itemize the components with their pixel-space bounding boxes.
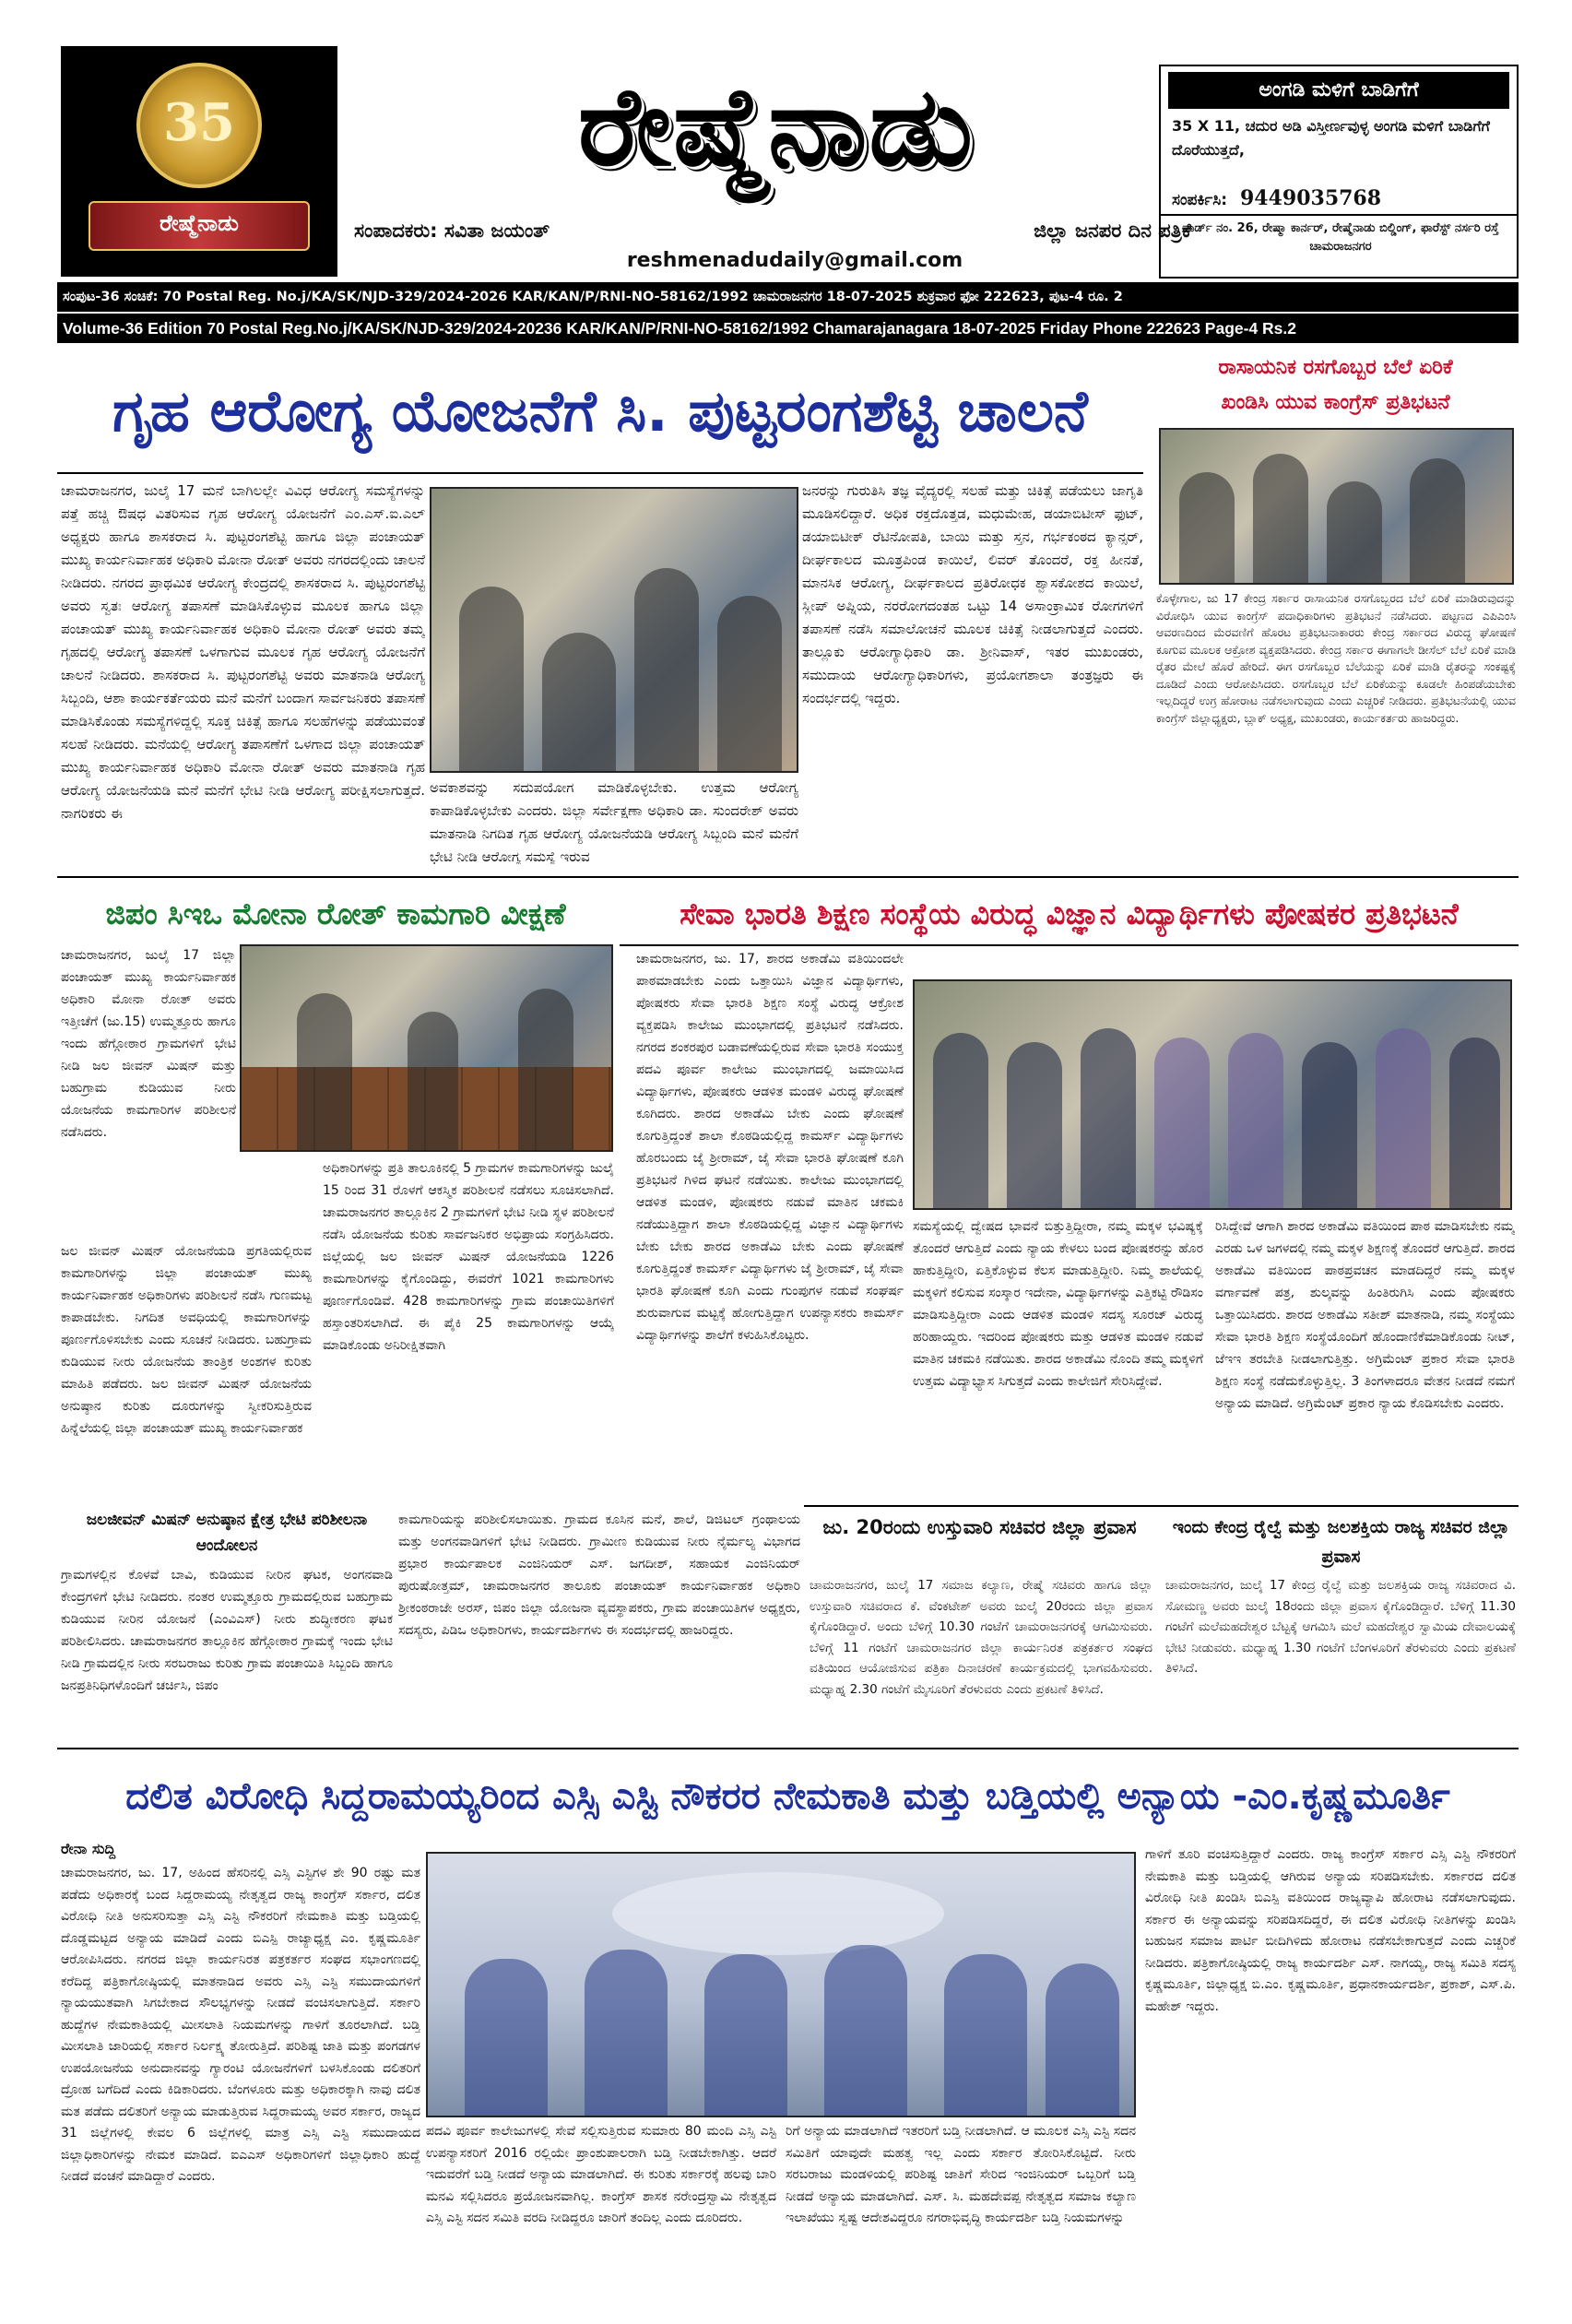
railway-body: ಚಾಮರಾಜನಗರ, ಜುಲೈ 17 ಕೇಂದ್ರ ರೈಲ್ವೆ ಮತ್ತು ಜಲಶಕ್ತಿಯ ರಾಜ್ಯ ಸಚಿವರಾದ ವಿ. ಸೋಮಣ್ಣ ಅವರು ಜುಲೈ 18ರಂದು ಜಿಲ್ಲಾ ಪ್ರವಾಸ ಕೈಗೊಂಡಿದ್ದಾರೆ. ಬೆಳಿಗ್ಗೆ 11.30 ಗಂಟೆಗೆ ಮಲೆಮಹದೇಶ್ವರ ಬೆಟ್ಟಕ್ಕೆ ಆಗಮಿಸಿ ಮಲೆ ಮಹದೇಶ್ವರ ಸ್ವಾಮಿಯ ದೇವಾಲಯಕ್ಕೆ ಭೇಟಿ ನೀಡುವರು. ಮಧ್ಯಾಹ್ನ 1.30 ಗಂಟೆಗೆ ಬೆಂಗಳೂರಿಗೆ ತೆರಳುವರು ಎಂದು ಪ್ರಕಟಣೆ ತಿಳಿಸಿದೆ.	[1165, 1578, 1516, 1676]
zp-col2: ಅಧಿಕಾರಿಗಳನ್ನು ಪ್ರತಿ ತಾಲೂಕಿನಲ್ಲಿ 5 ಗ್ರಾಮಗಳ ಕಾಮಗಾರಿಗಳನ್ನು ಜುಲೈ 15 ರಿಂದ 31 ರೊಳಗೆ ಆಕಸ್ಮಿಕ ಪರಿಶೀಲನೆ ನಡೆಸಲು ಸೂಚಿಸಲಾಗಿದೆ. ಚಾಮರಾಜನಗರ ತಾಲ್ಲೂಕಿನ 2 ಗ್ರಾಮಗಳಿಗೆ ಭೇಟಿ ನೀಡಿ ಸ್ಥಳ ಪರಿಶೀಲನೆ ನಡೆಸಿ ಯೋಜನೆಯ ಕುರಿತು ಸಾರ್ವಜನಿಕರ ಅಭಿಪ್ರಾಯ ಸಂಗ್ರಹಿಸಿದರು. ಜಿಲ್ಲೆಯಲ್ಲಿ ಜಲ ಜೀವನ್ ಮಿಷನ್ ಯೋಜನೆಯಡಿ 1226 ಕಾಮಗಾರಿಗಳನ್ನು ಕೈಗೊಂಡಿದ್ದು, ಈವರೆಗೆ 1021 ಕಾಮಗಾರಿಗಳು ಪೂರ್ಣಗೊಂಡಿವೆ. 428 ಕಾಮಗಾರಿಗಳನ್ನು ಗ್ರಾಮ ಪಂಚಾಯಿತಿಗಳಿಗೆ ಹಸ್ತಾಂತರಿಸಲಾಗಿದೆ. ಈ ಪೈಕಿ 25 ಕಾಮಗಾರಿಗಳನ್ನು ಆಯ್ಕೆ ಮಾಡಿಕೊಂಡು ಅನಿರೀಕ್ಷಿತವಾಗಿ	[323, 1161, 614, 1353]
dalit-headline: ದಲಿತ ವಿರೋಧಿ ಸಿದ್ದರಾಮಯ್ಯರಿಂದ ಎಸ್ಸಿ ಎಸ್ಟಿ ನೌಕರರ ನೇಮಕಾತಿ ಮತ್ತು ಬಡ್ತಿಯಲ್ಲಿ ಅನ್ಯಾಯ -ಎಂ.ಕೃಷ್ಣಮೂರ್ತಿ	[125, 1775, 1450, 1818]
health-headline-rule	[57, 472, 1143, 474]
health-photo	[430, 487, 798, 773]
minister-headline: ಜು. 20ರಂದು ಉಸ್ತುವಾರಿ ಸಚಿವರ ಜಿಲ್ಲಾ ಪ್ರವಾಸ	[822, 1516, 1137, 1538]
rental-ad-box	[1159, 65, 1519, 279]
rental-ad-divider	[1161, 214, 1517, 216]
dalit-col2: ಪದವಿ ಪೂರ್ವ ಕಾಲೇಜುಗಳಲ್ಲಿ ಸೇವೆ ಸಲ್ಲಿಸುತ್ತಿರುವ ಸುಮಾರು 80 ಮಂದಿ ಎಸ್ಸಿ ಎಸ್ಟಿ ಉಪನ್ಯಾಸಕರಿಗೆ 2016 ರಲ್ಲಿಯೇ ಪ್ರಾಂಶುಪಾಲರಾಗಿ ಬಡ್ತಿ ನೀಡಬೇಕಾಗಿತ್ತು. ಆದರೆ ಇದುವರೆಗೆ ಬಡ್ತಿ ನೀಡದೆ ಅನ್ಯಾಯ ಮಾಡಲಾಗಿದೆ. ಈ ಕುರಿತು ಸರ್ಕಾರಕ್ಕೆ ಹಲವು ಬಾರಿ ಮನವಿ ಸಲ್ಲಿಸಿದರೂ ಪ್ರಯೋಜನವಾಗಿಲ್ಲ. ಕಾಂಗ್ರೆಸ್ ಶಾಸಕ ನರೇಂದ್ರಸ್ವಾಮಿ ನೇತೃತ್ವದ ಎಸ್ಸಿ ಎಸ್ಟಿ ಸದನ ಸಮಿತಿ ವರದಿ ನೀಡಿದ್ದರೂ ಜಾರಿಗೆ ತಂದಿಲ್ಲ ಎಂದು ದೂರಿದರು.	[426, 2124, 776, 2225]
zp-bottom-right: ಕಾಮಗಾರಿಯನ್ನು ಪರಿಶೀಲಿಸಲಾಯಿತು. ಗ್ರಾಮದ ಕೂಸಿನ ಮನೆ, ಶಾಲೆ, ಡಿಜಿಟಲ್ ಗ್ರಂಥಾಲಯ ಮತ್ತು ಅಂಗನವಾಡಿಗಳಿಗೆ ಭೇಟಿ ನೀಡಿದರು. ಗ್ರಾಮೀಣ ಕುಡಿಯುವ ನೀರು ನೈರ್ಮಲ್ಯ ವಿಭಾಗದ ಪ್ರಭಾರ ಕಾರ್ಯಪಾಲಕ ಎಂಜಿನಿಯರ್ ಎಸ್. ಜಗದೀಶ್, ಸಹಾಯಕ ಎಂಜಿನಿಯರ್ ಪುರುಷೋತ್ತಮ್, ಚಾಮರಾಜನಗರ ತಾಲೂಕು ಪಂಚಾಯತ್ ಕಾರ್ಯನಿರ್ವಾಹಕ ಅಧಿಕಾರಿ ಶ್ರೀಕಂಠರಾಜೇ ಅರಸ್, ಜಿಪಂ ಜಿಲ್ಲಾ ಯೋಜನಾ ವ್ಯವಸ್ಥಾಪಕರು, ಗ್ರಾಮ ಪಂಚಾಯಿತಿಗಳ ಅಧ್ಯಕ್ಷರು, ಸದಸ್ಯರು, ಪಿಡಿಒ ಅಧಿಕಾರಿಗಳು, ಕಾರ್ಯದರ್ಶಿಗಳು ಈ ಸಂದರ್ಭದಲ್ಲಿ ಹಾಜರಿದ್ದರು.	[398, 1512, 800, 1638]
rental-ad-phone: 9449035768	[1239, 186, 1382, 210]
rental-ad-contact	[1172, 186, 1509, 210]
railway-headline: ಇಂದು ಕೇಂದ್ರ ರೈಲ್ವೆ ಮತ್ತು ಜಲಶಕ್ತಿಯ ರಾಜ್ಯ ಸಚಿವರ ಜಿಲ್ಲಾ ಪ್ರವಾಸ	[1172, 1517, 1510, 1567]
logo-badge-number: 35	[163, 92, 235, 153]
rental-ad-body: 35 X 11, ಚದುರ ಅಡಿ ವಿಸ್ತೀರ್ಣವುಳ್ಳ ಅಂಗಡಿ ಮಳಿಗೆ ಬಾಡಿಗೆಗೆ ದೊರೆಯುತ್ತದೆ,	[1172, 117, 1490, 159]
zp-bottom: ಗ್ರಾಮಗಳಲ್ಲಿನ ಕೊಳವೆ ಬಾವಿ, ಕುಡಿಯುವ ನೀರಿನ ಘಟಕ, ಅಂಗನವಾಡಿ ಕೇಂದ್ರಗಳಿಗೆ ಭೇಟಿ ನೀಡಿದರು. ನಂತರ ಉಮ್ಮತ್ತೂರು ಗ್ರಾಮದಲ್ಲಿರುವ ಬಹುಗ್ರಾಮ ಕುಡಿಯುವ ನೀರಿನ ಯೋಜನೆ (ಎಂವಿಎಸ್) ನೀರು ಶುದ್ಧೀಕರಣ ಘಟಕ ಪರಿಶೀಲಿಸಿದರು. ಚಾಮರಾಜನಗರ ತಾಲ್ಲೂಕಿನ ಹೆಗ್ಗೋಠಾರ ಗ್ರಾಮಕ್ಕೆ ಇಂದು ಭೇಟಿ ನೀಡಿ ಗ್ರಾಮದಲ್ಲಿನ ನೀರು ಸರಬರಾಜು ಕುರಿತು ಗ್ರಾಮ ಪಂಚಾಯಿತಿ ಸಿಬ್ಬಂದಿ ಹಾಗೂ ಜನಪ್ರತಿನಿಧಿಗಳೊಂದಿಗೆ ಚರ್ಚಿಸಿ, ಜಿಪಂ	[61, 1568, 393, 1693]
rental-ad-title: ಅಂಗಡಿ ಮಳಿಗೆ ಬಾಡಿಗೆಗೆ	[1168, 72, 1509, 109]
zp-col1-bottom: ಜಲ ಜೀವನ್ ಮಿಷನ್ ಯೋಜನೆಯಡಿ ಪ್ರಗತಿಯಲ್ಲಿರುವ ಕಾಮಗಾರಿಗಳನ್ನು ಜಿಲ್ಲಾ ಪಂಚಾಯತ್ ಮುಖ್ಯ ಕಾರ್ಯನಿರ್ವಾಹಕ ಅಧಿಕಾರಿಗಳು ಪರಿಶೀಲನೆ ನಡೆಸಿ ಗುಣಮಟ್ಟ ಕಾಪಾಡಬೇಕು. ನಿಗದಿತ ಅವಧಿಯಲ್ಲಿ ಕಾಮಗಾರಿಗಳನ್ನು ಪೂರ್ಣಗೊಳಿಸಬೇಕು ಎಂದು ಸೂಚನೆ ನೀಡಿದರು. ಬಹುಗ್ರಾಮ ಕುಡಿಯುವ ನೀರು ಯೋಜನೆಯ ತಾಂತ್ರಿಕ ಅಂಶಗಳ ಕುರಿತು ಮಾಹಿತಿ ಪಡೆದರು. ಜಲ ಜೀವನ್ ಮಿಷನ್ ಯೋಜನೆಯ ಅನುಷ್ಠಾನ ಕುರಿತು ದೂರುಗಳನ್ನು ಸ್ವೀಕರಿಸುತ್ತಿರುವ ಹಿನ್ನೆಲೆಯಲ್ಲಿ ಜಿಲ್ಲಾ ಪಂಚಾಯತ್ ಮುಖ್ಯ ಕಾರ್ಯನಿರ್ವಾಹಕ	[61, 1244, 312, 1436]
tagline: ಜಿಲ್ಲಾ ಜನಪರ ದಿನ ಪತ್ರಿಕೆ	[1034, 219, 1191, 242]
seva-col2: ಸಮಸ್ಯೆಯಲ್ಲಿ ದ್ವೇಷದ ಭಾವನೆ ಬಿತ್ತುತ್ತಿದ್ದೀರಾ, ನಮ್ಮ ಮಕ್ಕಳ ಭವಿಷ್ಯಕ್ಕೆ ತೊಂದರೆ ಆಗುತ್ತಿದೆ ಎಂದು ನ್ಯಾಯ ಕೇಳಲು ಬಂದ ಪೋಷಕರನ್ನು ಹೊರ ಹಾಕುತ್ತಿದ್ದೀರಿ, ಏತ್ತಿಕೊಳ್ಳುವ ಕೆಲಸ ಮಾಡುತ್ತಿದ್ದೀರಿ. ನಿಮ್ಮ ಶಾಲೆಯಲ್ಲಿ ಮಕ್ಕಳಿಗೆ ಕಲಿಸುವ ಸಂಸ್ಕಾರ ಇದೇನಾ, ವಿದ್ಯಾರ್ಥಿಗಳನ್ನು ಎತ್ತಿಕಟ್ಟಿ ರೌಡಿಸಂ ಮಾಡಿಸುತ್ತಿದ್ದೀರಾ ಎಂದು ಆಡಳಿತ ಮಂಡಳಿ ಸದಸ್ಯ ಸೂರಜ್ ವಿರುದ್ಧ ಹರಿಹಾಯ್ದರು. ಇದರಿಂದ ಪೋಷಕರು ಮತ್ತು ಆಡಳಿತ ಮಂಡಳಿ ನಡುವೆ ಮಾತಿನ ಚಕಮಕಿ ನಡೆಯಿತು. ಶಾರದ ಅಕಾಡೆಮಿ ನೊಂದಿ ತಮ್ಮ ಮಕ್ಕಳಿಗೆ ಉತ್ತಮ ವಿದ್ಯಾಭ್ಯಾಸ ಸಿಗುತ್ತದೆ ಎಂದು ಕಾಲೇಜಿಗೆ ಸೇರಿಸಿದ್ದೇವೆ.	[913, 1219, 1203, 1389]
seva-photo	[913, 979, 1512, 1210]
dalit-col3: ರಿಗೆ ಅನ್ಯಾಯ ಮಾಡಲಾಗಿದೆ ಇತರರಿಗೆ ಬಡ್ತಿ ನೀಡಲಾಗಿದೆ. ಆ ಮೂಲಕ ಎಸ್ಸಿ ಎಸ್ಟಿ ಸದನ ಸಮಿತಿಗೆ ಯಾವುದೇ ಮಹತ್ವ ಇಲ್ಲ ಎಂದು ಸರ್ಕಾರ ತೋರಿಸಿಕೊಟ್ಟಿದೆ. ನೀರು ಸರಬರಾಜು ಮಂಡಳಿಯಲ್ಲಿ ಪರಿಶಿಷ್ಟ ಜಾತಿಗೆ ಸೇರಿದ ಇಂಜಿನಿಯರ್ ಒಬ್ಬರಿಗೆ ಬಡ್ತಿ ನೀಡದೆ ಅನ್ಯಾಯ ಮಾಡಲಾಗಿದೆ. ಎಸ್. ಸಿ. ಮಹದೇವಪ್ಪ ನೇತೃತ್ವದ ಸಮಾಜ ಕಲ್ಯಾಣ ಇಲಾಖೆಯು ಸ್ವಷ್ಟ ಆದೇಶವಿದ್ದರೂ ನಗರಾಭಿವೃದ್ಧಿ ಕಾರ್ಯದರ್ಶಿ ಬಡ್ತಿ ನಿಯಮಗಳನ್ನು	[786, 2124, 1136, 2225]
fertilizer-headline	[1152, 350, 1519, 424]
seva-col1: ಚಾಮರಾಜನಗರ, ಜು. 17, ಶಾರದ ಅಕಾಡೆಮಿ ವತಿಯಿಂದಲೇ ಪಾಠಮಾಡಬೇಕು ಎಂದು ಒತ್ತಾಯಿಸಿ ವಿಜ್ಞಾನ ವಿದ್ಯಾರ್ಥಿಗಳು, ಪೋಷಕರು ಸೇವಾ ಭಾರತಿ ಶಿಕ್ಷಣ ಸಂಸ್ಥೆ ವಿರುದ್ಧ ಆಕ್ರೋಶ ವ್ಯಕ್ತಪಡಿಸಿ ಕಾಲೇಜು ಮುಂಭಾಗದಲ್ಲಿ ಪ್ರತಿಭಟನೆ ನಡೆಸಿದರು. ನಗರದ ಶಂಕರಪುರ ಬಡಾವಣೆಯಲ್ಲಿರುವ ಸೇವಾ ಭಾರತಿ ಸಂಯುಕ್ತ ಪದವಿ ಪೂರ್ವ ಕಾಲೇಜು ಮುಂಭಾಗದಲ್ಲಿ ಜಮಾಯಿಸಿದ ವಿದ್ಯಾರ್ಥಿಗಳು, ಪೋಷಕರು ಆಡಳಿತ ಮಂಡಳಿ ವಿರುದ್ಧ ಘೋಷಣೆ ಕೂಗಿದರು. ಶಾರದ ಅಕಾಡೆಮಿ ಬೇಕು ಎಂದು ಘೋಷಣೆ ಕೂಗುತ್ತಿದ್ದಂತೆ ಶಾಲಾ ಕೊಠಡಿಯಲ್ಲಿದ್ದ ಕಾಮರ್ಸ್ ವಿದ್ಯಾರ್ಥಿಗಳು ಹೊರಬಂದು ಜೈ ಶ್ರೀರಾಮ್, ಜೈ ಸೇವಾ ಭಾರತಿ ಘೋಷಣೆ ಕೂಗಿ ಪ್ರತಿಭಟನೆ ಗಿಳಿದ ಘಟನೆ ನಡೆಯಿತು. ಕಾಲೇಜು ಮುಂಭಾಗದಲ್ಲಿ ಆಡಳಿತ ಮಂಡಳಿ, ಪೋಷಕರು ನಡುವೆ ಮಾತಿನ ಚಕಮಕಿ ನಡೆಯುತ್ತಿದ್ದಾಗ ಶಾಲಾ ಕೊಠಡಿಯಲ್ಲಿದ್ದ ವಿಜ್ಞಾನ ವಿದ್ಯಾರ್ಥಿಗಳು ಬೇಕು ಬೇಕು ಶಾರದ ಅಕಾಡೆಮಿ ಬೇಕು ಎಂದು ಘೋಷಣೆ ಕೂಗುತ್ತಿದ್ದಂತೆ ಕಾಮರ್ಸ್ ವಿದ್ಯಾರ್ಥಿಗಳು ಜೈ ಶ್ರೀರಾಮ್, ಜೈ ಸೇವಾ ಭಾರತಿ ಘೋಷಣೆ ಕೂಗಿ ಎಂದು ಗುಂಪುಗಳ ನಡುವೆ ಸಂಘರ್ಷ ಶುರುವಾಗುವ ಮಟ್ಟಕ್ಕೆ ಹೋಗುತ್ತಿದ್ದಾಗ ಉಪನ್ಯಾಸಕರು ಕಾಮರ್ಸ್ ವಿದ್ಯಾರ್ಥಿಗಳನ್ನು ಶಾಲೆಗೆ ಕಳುಹಿಸಿಕೊಟ್ಟರು.	[636, 952, 904, 1343]
zp-col1-top: ಚಾಮರಾಜನಗರ, ಜುಲೈ 17 ಜಿಲ್ಲಾ ಪಂಚಾಯತ್ ಮುಖ್ಯ ಕಾರ್ಯನಿರ್ವಾಹಕ ಅಧಿಕಾರಿ ಮೋನಾ ರೋತ್ ಅವರು ಇತ್ತೀಚೆಗೆ (ಜು.15) ಉಮ್ಮತ್ತೂರು ಹಾಗೂ ಇಂದು ಹೆಗ್ಗೋಠಾರ ಗ್ರಾಮಗಳಿಗೆ ಭೇಟಿ ನೀಡಿ ಜಲ ಜೀವನ್ ಮಿಷನ್ ಮತ್ತು ಬಹುಗ್ರಾಮ ಕುಡಿಯುವ ನೀರು ಯೋಜನೆಯ ಕಾಮಗಾರಿಗಳ ಪರಿಶೀಲನೆ ನಡೆಸಿದರು.	[61, 948, 236, 1140]
health-col1: ಚಾಮರಾಜನಗರ, ಜುಲೈ 17 ಮನೆ ಬಾಗಿಲಲ್ಲೇ ವಿವಿಧ ಆರೋಗ್ಯ ಸಮಸ್ಯೆಗಳನ್ನು ಪತ್ತೆ ಹಚ್ಚಿ ಔಷಧ ವಿತರಿಸುವ ಗೃಹ ಆರೋಗ್ಯ ಯೋಜನೆಗೆ ಎಂ.ಎಸ್.ಐ.ಎಲ್ ಅಧ್ಯಕ್ಷರು ಹಾಗೂ ಶಾಸಕರಾದ ಸಿ. ಪುಟ್ಟರಂಗಶೆಟ್ಟಿ ಹಾಗೂ ಜಿಲ್ಲಾ ಪಂಚಾಯತ್ ಮುಖ್ಯ ಕಾರ್ಯನಿರ್ವಾಹಕ ಅಧಿಕಾರಿ ಮೋನಾ ರೋತ್ ಅವರು ನಗರದಲ್ಲಿಂದು ಚಾಲನೆ ನೀಡಿದರು. ನಗರದ ಪ್ರಾಥಮಿಕ ಆರೋಗ್ಯ ಕೇಂದ್ರದಲ್ಲಿ ಶಾಸಕರಾದ ಸಿ. ಪುಟ್ಟರಂಗಶೆಟ್ಟಿ ಅವರು ಸ್ವತಃ ಆರೋಗ್ಯ ತಪಾಸಣೆ ಮಾಡಿಸಿಕೊಳ್ಳುವ ಮೂಲಕ ಹಾಗೂ ಜಿಲ್ಲಾ ಪಂಚಾಯತ್ ಮುಖ್ಯ ಕಾರ್ಯನಿರ್ವಾಹಕ ಅಧಿಕಾರಿ ಮೋನಾ ರೋತ್ ಅವರು ತಮ್ಮ ಗೃಹದಲ್ಲಿ ಆರೋಗ್ಯ ತಪಾಸಣೆ ಒಳಗಾಗುವ ಮೂಲಕ ಗೃಹ ಆರೋಗ್ಯ ಯೋಜನೆಗೆ ಚಾಲನೆ ನೀಡಿದರು. ಶಾಸಕರಾದ ಸಿ. ಪುಟ್ಟರಂಗಶೆಟ್ಟಿ ಅವರು ಮಾತನಾಡಿ ಆರೋಗ್ಯ ಸಿಬ್ಬಂದಿ, ಆಶಾ ಕಾರ್ಯಕರ್ತೆಯರು ಮನೆ ಮನೆಗೆ ಬಂದಾಗ ಸಾರ್ವಜನಿಕರು ತಪಾಸಣೆ ಮಾಡಿಸಿಕೊಂಡು ಸಮಸ್ಯೆಗಳಿದ್ದಲ್ಲಿ ಸೂಕ್ತ ಚಿಕಿತ್ಸೆ ಹಾಗೂ ಸಲಹೆಗಳನ್ನು ಪಡೆಯುವಂತೆ ಸಲಹೆ ನೀಡಿದರು. ಮನೆಯಲ್ಲಿ ಆರೋಗ್ಯ ತಪಾಸಣೆಗೆ ಒಳಗಾದ ಜಿಲ್ಲಾ ಪಂಚಾಯತ್ ಮುಖ್ಯ ಕಾರ್ಯನಿರ್ವಾಹಕ ಅಧಿಕಾರಿ ಮೋನಾ ರೋತ್ ಅವರು ಮಾತನಾಡಿ ಗೃಹ ಆರೋಗ್ಯ ಯೋಜನೆಯಡಿ ಮನೆ ಮನೆಗೆ ಭೇಟಿ ನೀಡಿ ಆರೋಗ್ಯ ಪರೀಕ್ಷಿಸಲಾಗುತ್ತದೆ. ನಾಗರಿಕರು ಈ	[61, 482, 425, 822]
zp-subhead: ಜಲಜೀವನ್ ಮಿಷನ್ ಅನುಷ್ಠಾನ ಕ್ಷೇತ್ರ ಭೇಟಿ ಪರಿಶೀಲನಾ ಆಂದೋಲನ	[86, 1511, 368, 1555]
section-rule-1	[57, 876, 1519, 878]
dalit-byline: ರೇನಾ ಸುದ್ದಿ	[61, 1840, 116, 1857]
dalit-photo	[426, 1852, 1136, 2117]
newspaper-logo	[61, 46, 337, 277]
rental-ad-address: ವಾರ್ಡ್ ನಂ. 26, ರೇಷ್ಮಾ ಕಾರ್ನರ್, ರೇಷ್ಮೆನಾಡು ಬಿಲ್ಡಿಂಗ್, ಫಾರೆಸ್ಟ್ ನರ್ಸರಿ ರಸ್ತೆ ಚಾಮರಾಜನಗರ	[1182, 221, 1499, 254]
email: reshmenadudaily@gmail.com	[626, 249, 963, 272]
seva-bottom-rule	[804, 1505, 1519, 1507]
info-bar-english: Volume-36 Edition 70 Postal Reg.No.j/KA/SK/NJD-329/2024-20236 KAR/KAN/P/RNI-NO-58162/1992 Chamarajanagara 18-07-2025 Friday Phone 222623 Page-4 Rs.2	[57, 314, 1519, 343]
fertilizer-body: ಕೊಳ್ಳೇಗಾಲ, ಜು 17 ಕೇಂದ್ರ ಸರ್ಕಾರ ರಾಸಾಯನಿಕ ರಸಗೊಬ್ಬರದ ಬೆಲೆ ಏರಿಕೆ ಮಾಡಿರುವುದನ್ನು ವಿರೋಧಿಸಿ ಯುವ ಕಾಂಗ್ರೆಸ್ ಪದಾಧಿಕಾರಿಗಳು ಪ್ರತಿಭಟನೆ ನಡೆಸಿದರು. ಪಟ್ಟಣದ ಎಪಿಎಂಸಿ ಆವರಣದಿಂದ ಮೆರವಣಿಗೆ ಹೊರಟ ಪ್ರತಿಭಟನಾಕಾರರು ಕೇಂದ್ರ ಸರ್ಕಾರದ ವಿರುದ್ಧ ಘೋಷಣೆ ಕೂಗುವ ಮೂಲಕ ಆಕ್ರೋಶ ವ್ಯಕ್ತಪಡಿಸಿದರು. ಕೇಂದ್ರ ಸರ್ಕಾರ ಈಗಾಗಲೇ ಡೀಸೆಲ್ ಬೆಲೆ ಏರಿಕೆ ಮಾಡಿ ರೈತರ ಮೇಲೆ ಹೊರೆ ಹೇರಿದೆ. ಈಗ ರಸಗೊಬ್ಬರ ಬೆಲೆಯನ್ನು ಏರಿಕೆ ಮಾಡಿ ರೈತರನ್ನು ಸಂಕಷ್ಟಕ್ಕೆ ದೂಡಿದೆ ಎಂದು ಆರೋಪಿಸಿದರು. ರಸಗೊಬ್ಬರ ಬೆಲೆ ಏರಿಕೆಯನ್ನು ಕೂಡಲೇ ಹಿಂಪಡೆಯಬೇಕು ಇಲ್ಲದಿದ್ದರೆ ಉಗ್ರ ಹೋರಾಟ ನಡೆಸಲಾಗುವುದು ಎಂದು ಎಚ್ಚರಿಕೆ ನೀಡಿದರು. ಪ್ರತಿಭಟನೆಯಲ್ಲಿ ಯುವ ಕಾಂಗ್ರೆಸ್ ಜಿಲ್ಲಾಧ್ಯಕ್ಷರು, ಬ್ಲಾಕ್ ಅಧ್ಯಕ್ಷ, ಮುಖಂಡರು, ಕಾರ್ಯಕರ್ತರು ಹಾಜರಿದ್ದರು.	[1156, 591, 1516, 725]
fertilizer-headline-line2: ಖಂಡಿಸಿ ಯುವ ಕಾಂಗ್ರೆಸ್ ಪ್ರತಿಭಟನೆ	[1221, 391, 1450, 414]
fertilizer-photo	[1159, 428, 1514, 585]
fertilizer-headline-line1: ರಾಸಾಯನಿಕ ರಸಗೊಬ್ಬರ ಬೆಲೆ ಏರಿಕೆ	[1218, 356, 1453, 379]
seva-headline-rule	[620, 944, 1519, 946]
minister-body: ಚಾಮರಾಜನಗರ, ಜುಲೈ 17 ಸಮಾಜ ಕಲ್ಯಾಣ, ರೇಷ್ಮೆ ಸಚಿವರು ಹಾಗೂ ಜಿಲ್ಲಾ ಉಸ್ತುವಾರಿ ಸಚಿವರಾದ ಕೆ. ವೆಂಕಟೇಶ್ ಅವರು ಜುಲೈ 20ರಂದು ಜಿಲ್ಲಾ ಪ್ರವಾಸ ಕೈಗೊಂಡಿದ್ದಾರೆ. ಅಂದು ಬೆಳಿಗ್ಗೆ 10.30 ಗಂಟೆಗೆ ಚಾಮರಾಜನಗರಕ್ಕೆ ಆಗಮಿಸುವರು. ಬೆಳಿಗ್ಗೆ 11 ಗಂಟೆಗೆ ಚಾಮರಾಜನಗರ ಜಿಲ್ಲಾ ಕಾರ್ಯನಿರತ ಪತ್ರಕರ್ತರ ಸಂಘದ ವತಿಯಿಂದ ಆಯೋಜಿಸುವ ಪತ್ರಿಕಾ ದಿನಾಚರಣೆ ಕಾರ್ಯಕ್ರಮದಲ್ಲಿ ಭಾಗವಹಿಸುವರು. ಮಧ್ಯಾಹ್ನ 2.30 ಗಂಟೆಗೆ ಮೈಸೂರಿಗೆ ತೆರಳುವರು ಎಂದು ಪ್ರಕಟಣೆ ತಿಳಿಸಿದೆ.	[810, 1578, 1152, 1697]
dalit-col4: ಗಾಳಿಗೆ ತೂರಿ ವಂಚಿಸುತ್ತಿದ್ದಾರೆ ಎಂದರು. ರಾಜ್ಯ ಕಾಂಗ್ರೆಸ್ ಸರ್ಕಾರ ಎಸ್ಸಿ ಎಸ್ಟಿ ನೌಕರರಿಗೆ ನೇಮಕಾತಿ ಮತ್ತು ಬಡ್ತಿಯಲ್ಲಿ ಆಗಿರುವ ಅನ್ಯಾಯ ಸರಿಪಡಿಸಬೇಕು. ಸರ್ಕಾರದ ದಲಿತ ವಿರೋಧಿ ನೀತಿ ಖಂಡಿಸಿ ಬಿಎಸ್ಪಿ ವತಿಯಿಂದ ರಾಜ್ಯವ್ಯಾಪಿ ಹೋರಾಟ ನಡೆಸಲಾಗುವುದು. ಸರ್ಕಾರ ಈ ಅನ್ಯಾಯವನ್ನು ಸರಿಪಡಿಸದಿದ್ದರೆ, ಈ ದಲಿತ ವಿರೋಧಿ ನೀತಿಗಳನ್ನು ಖಂಡಿಸಿ ಬಹುಜನ ಸಮಾಜ ಪಾರ್ಟಿ ಬೀದಿಗಿಳಿದು ಹೋರಾಟ ನಡೆಸಬೇಕಾಗುತ್ತದೆ ಎಂದು ಎಚ್ಚರಿಕೆ ನೀಡಿದರು. ಪತ್ರಿಕಾಗೋಷ್ಠಿಯಲ್ಲಿ ರಾಜ್ಯ ಕಾರ್ಯದರ್ಶಿ ಎಸ್. ನಾಗಯ್ಯ, ರಾಜ್ಯ ಸಮಿತಿ ಸದಸ್ಯ ಕೃಷ್ಣಮೂರ್ತಿ, ಜಿಲ್ಲಾಧ್ಯಕ್ಷ ಬಿ.ಎಂ. ಕೃಷ್ಣಮೂರ್ತಿ, ಪ್ರಧಾನಕಾರ್ಯದರ್ಶಿ, ಪ್ರಕಾಶ್, ಎಸ್.ಪಿ. ಮಹೇಶ್ ಇದ್ದರು.	[1145, 1847, 1516, 2014]
seva-col3: ರಿಸಿದ್ದೇವೆ ಆಗಾಗಿ ಶಾರದ ಅಕಾಡೆಮಿ ವತಿಯಿಂದ ಪಾಠ ಮಾಡಿಸಬೇಕು ನಮ್ಮ ಎರಡು ಒಳ ಜಗಳದಲ್ಲಿ ನಮ್ಮ ಮಕ್ಕಳ ಶಿಕ್ಷಣಕ್ಕೆ ತೊಂದರೆ ಆಗುತ್ತಿದೆ. ಶಾರದ ಅಕಾಡೆಮಿ ವತಿಯಿಂದ ಪಾಠಪ್ರವಚನ ಮಾಡದಿದ್ದರೆ ನಮ್ಮ ಮಕ್ಕಳ ವರ್ಗಾವಣೆ ಪತ್ರ, ಶುಲ್ಕವನ್ನು ಹಿಂತಿರುಗಿಸಿ ಎಂದು ಪೋಷಕರು ಒತ್ತಾಯಿಸಿದರು. ಶಾರದ ಅಕಾಡೆಮಿ ಸತೀಶ್ ಮಾತನಾಡಿ, ನಮ್ಮ ಸಂಸ್ಥೆಯು ಸೇವಾ ಭಾರತಿ ಶಿಕ್ಷಣ ಸಂಸ್ಥೆಯೊಂದಿಗೆ ಹೊಂದಾಣಿಕೆಮಾಡಿಕೊಂಡು ನೀಟ್, ಜೆಇಇ ತರಬೇತಿ ನೀಡಲಾಗುತ್ತಿತ್ತು. ಅಗ್ರಿಮೆಂಟ್ ಪ್ರಕಾರ ಸೇವಾ ಭಾರತಿ ಶಿಕ್ಷಣ ಸಂಸ್ಥೆ ನಡೆದುಕೊಳ್ಳುತ್ತಿಲ್ಲ. 3 ತಿಂಗಳಾದರೂ ವೇತನ ನೀಡದೆ ನಮಗೆ ಅನ್ಯಾಯ ಮಾಡಿದೆ. ಅಗ್ರಿಮೆಂಟ್ ಪ್ರಕಾರ ನ್ಯಾಯ ಕೊಡಿಸಬೇಕು ಎಂದರು.	[1215, 1219, 1515, 1411]
zp-photo	[240, 944, 613, 1152]
health-col2-bottom: ಅವಕಾಶವನ್ನು ಸದುಪಯೋಗ ಮಾಡಿಕೊಳ್ಳಬೇಕು. ಉತ್ತಮ ಆರೋಗ್ಯ ಕಾಪಾಡಿಕೊಳ್ಳಬೇಕು ಎಂದರು. ಜಿಲ್ಲಾ ಸರ್ವೇಕ್ಷಣಾ ಅಧಿಕಾರಿ ಡಾ. ಸುಂದರೇಶ್ ಅವರು ಮಾತನಾಡಿ ನಿಗದಿತ ಗೃಹ ಆರೋಗ್ಯ ಯೋಜನೆಯಡಿ ಆರೋಗ್ಯ ಸಿಬ್ಬಂದಿ ಮನೆ ಮನೆಗೆ ಭೇಟಿ ನೀಡಿ ಆರೋಗ್ಯ ಸಮಸ್ಯೆ ಇರುವ	[430, 779, 798, 864]
logo-ribbon-text: ರೇಷ್ಮೆನಾಡು	[160, 210, 239, 236]
seva-headline: ಸೇವಾ ಭಾರತಿ ಶಿಕ್ಷಣ ಸಂಸ್ಥೆಯ ವಿರುದ್ಧ ವಿಜ್ಞಾನ ವಿದ್ಯಾರ್ಥಿಗಳು ಪೋಷಕರ ಪ್ರತಿಭಟನೆ	[680, 896, 1459, 931]
editor-name: ಸಂಪಾದಕರು: ಸವಿತಾ ಜಯಂತ್	[354, 219, 550, 242]
health-col3: ಜನರನ್ನು ಗುರುತಿಸಿ ತಜ್ಞ ವೈದ್ಯರಲ್ಲಿ ಸಲಹೆ ಮತ್ತು ಚಿಕಿತ್ಸೆ ಪಡೆಯಲು ಜಾಗೃತಿ ಮೂಡಿಸಲಿದ್ದಾರೆ. ಅಧಿಕ ರಕ್ತದೊತ್ತಡ, ಮಧುಮೇಹ, ಡಯಾಬಿಟೀಸ್ ಫುಟ್, ಡಯಾಬಿಟೀಕ್ ರೆಟಿನೋಪತಿ, ಬಾಯಿ ಮತ್ತು ಸ್ತನ, ಗರ್ಭಕಂಠದ ಕ್ಯಾನ್ಸರ್, ದೀರ್ಘಕಾಲದ ಮೂತ್ರಪಿಂಡ ಕಾಯಿಲೆ, ಲಿವರ್ ತೊಂದರೆ, ರಕ್ತ ಹೀನತೆ, ಮಾನಸಿಕ ಆರೋಗ್ಯ, ದೀರ್ಘಕಾಲದ ಪ್ರತಿರೋಧಕ ಶ್ವಾಸಕೋಶದ ಕಾಯಿಲೆ, ಸ್ಲೀಪ್ ಅಪ್ನಿಯ, ನರರೋಗದಂತಹ ಒಟ್ಟು 14 ಅಸಾಂಕ್ರಾಮಿಕ ರೋಗಗಳಿಗೆ ತಪಾಸಣೆ ನಡೆಸಿ ಸಮಾಲೋಚನೆ ಮೂಲಕ ಚಿಕಿತ್ಸೆ ನೀಡಲಾಗುತ್ತದೆ ಎಂದರು. ತಾಲ್ಲೂಕು ಆರೋಗ್ಯಾಧಿಕಾರಿ ಡಾ. ಶ್ರೀನಿವಾಸ್, ಇತರ ಮುಖಂಡರು, ಸಮುದಾಯ ಆರೋಗ್ಯಾಧಿಕಾರಿಗಳು, ಪ್ರಯೋಗಶಾಲಾ ತಂತ್ರಜ್ಞರು ಈ ಸಂದರ್ಭದಲ್ಲಿ ಇದ್ದರು.	[802, 482, 1143, 706]
rental-ad-contact-label: ಸಂಪರ್ಕಿಸಿ:	[1172, 191, 1228, 209]
section-rule-2	[57, 1748, 1519, 1749]
masthead	[57, 39, 1519, 280]
zp-headline: ಜಿಪಂ ಸಿಇಒ ಮೋನಾ ರೋತ್ ಕಾಮಗಾರಿ ವೀಕ್ಷಣೆ	[105, 896, 566, 931]
newspaper-title: ರೇಷ್ಮೆನಾಡು	[577, 63, 975, 190]
health-headline: ಗೃಹ ಆರೋಗ್ಯ ಯೋಜನೆಗೆ ಸಿ. ಪುಟ್ಟರಂಗಶೆಟ್ಟಿ ಚಾಲನೆ	[112, 377, 1088, 445]
dalit-col1: ಚಾಮರಾಜನಗರ, ಜು. 17, ಅಹಿಂದ ಹೆಸರಿನಲ್ಲಿ ಎಸ್ಸಿ ಎಸ್ಟಿಗಳ ಶೇ 90 ರಷ್ಟು ಮತ ಪಡೆದು ಅಧಿಕಾರಕ್ಕೆ ಬಂದ ಸಿದ್ದರಾಮಯ್ಯ ನೇತೃತ್ವದ ರಾಜ್ಯ ಕಾಂಗ್ರೆಸ್ ಸರ್ಕಾರ, ದಲಿತ ವಿರೋಧಿ ನೀತಿ ಅನುಸರಿಸುತ್ತಾ ಎಸ್ಸಿ ಎಸ್ಟಿ ನೌಕರರಿಗೆ ನೇಮಕಾತಿ ಮತ್ತು ಬಡ್ತಿಯಲ್ಲಿ ದೊಡ್ಡಮಟ್ಟದ ಅನ್ಯಾಯ ಮಾಡಿದೆ ಎಂದು ಬಿಎಸ್ಪಿ ರಾಜ್ಯಾಧ್ಯಕ್ಷ ಎಂ. ಕೃಷ್ಣಮೂರ್ತಿ ಆರೋಪಿಸಿದರು. ನಗರದ ಜಿಲ್ಲಾ ಕಾರ್ಯನಿರತ ಪತ್ರಕರ್ತರ ಸಂಘದ ಸಭಾಂಗಣದಲ್ಲಿ ಕರೆದಿದ್ದ ಪತ್ರಿಕಾಗೋಷ್ಠಿಯಲ್ಲಿ ಮಾತನಾಡಿದ ಅವರು ಎಸ್ಸಿ ಎಸ್ಟಿ ಸಮುದಾಯಗಳಿಗೆ ನ್ಯಾಯಯುತವಾಗಿ ಸಿಗಬೇಕಾದ ಸೌಲಭ್ಯಗಳನ್ನು ನೀಡದೆ ವಂಚಿಸಲಾಗುತ್ತಿದೆ. ಸರ್ಕಾರಿ ಹುದ್ದೆಗಳ ನೇಮಕಾತಿಯಲ್ಲಿ ಮೀಸಲಾತಿ ನಿಯಮಗಳನ್ನು ಗಾಳಿಗೆ ತೂರಲಾಗಿದೆ. ಬಡ್ತಿ ಮೀಸಲಾತಿ ಜಾರಿಯಲ್ಲಿ ಸರ್ಕಾರ ನಿರ್ಲಕ್ಷ್ಯ ತೋರುತ್ತಿದೆ. ಪರಿಶಿಷ್ಟ ಜಾತಿ ಮತ್ತು ಪಂಗಡಗಳ ಉಪಯೋಜನೆಯ ಅನುದಾನವನ್ನು ಗ್ಯಾರಂಟಿ ಯೋಜನೆಗಳಿಗೆ ಬಳಸಿಕೊಂಡು ದಲಿತರಿಗೆ ದ್ರೋಹ ಬಗೆದಿದೆ ಎಂದು ಕಿಡಿಕಾರಿದರು. ಬೆಂಗಳೂರು ಮತ್ತು ಅಧಿಕಾರಕ್ಕಾಗಿ ನಾವು ದಲಿತ ಮತ ಪಡೆದು ದಲಿತರಿಗೆ ಅನ್ಯಾಯ ಮಾಡುತ್ತಿರುವ ಸಿದ್ದರಾಮಯ್ಯ ಅವರ ಸರ್ಕಾರ, ರಾಜ್ಯದ 31 ಜಿಲ್ಲೆಗಳಲ್ಲಿ ಕೇವಲ 6 ಜಿಲ್ಲೆಗಳಲ್ಲಿ ಮಾತ್ರ ಎಸ್ಸಿ ಎಸ್ಟಿ ಸಮುದಾಯದ ಜಿಲ್ಲಾಧಿಕಾರಿಗಳನ್ನು ನೇಮಕ ಮಾಡಿದೆ. ಐಎಎಸ್ ಅಧಿಕಾರಿಗಳಿಗೆ ಜಿಲ್ಲಾಧಿಕಾರಿ ಹುದ್ದೆ ನೀಡದೆ ವಂಚನೆ ಮಾಡಿದ್ದಾರೆ ಎಂದರು.	[61, 1866, 420, 2184]
info-bar-kannada: ಸಂಪುಟ-36 ಸಂಚಿಕೆ: 70 Postal Reg. No.j/KA/SK/NJD-329/2024-2026 KAR/KAN/P/RNI-NO-58162/1992 ಚಾಮರಾಜನಗರ 18-07-2025 ಶುಕ್ರವಾರ ಫೋ 222623, ಪುಟ-4 ರೂ. 2	[57, 282, 1519, 312]
